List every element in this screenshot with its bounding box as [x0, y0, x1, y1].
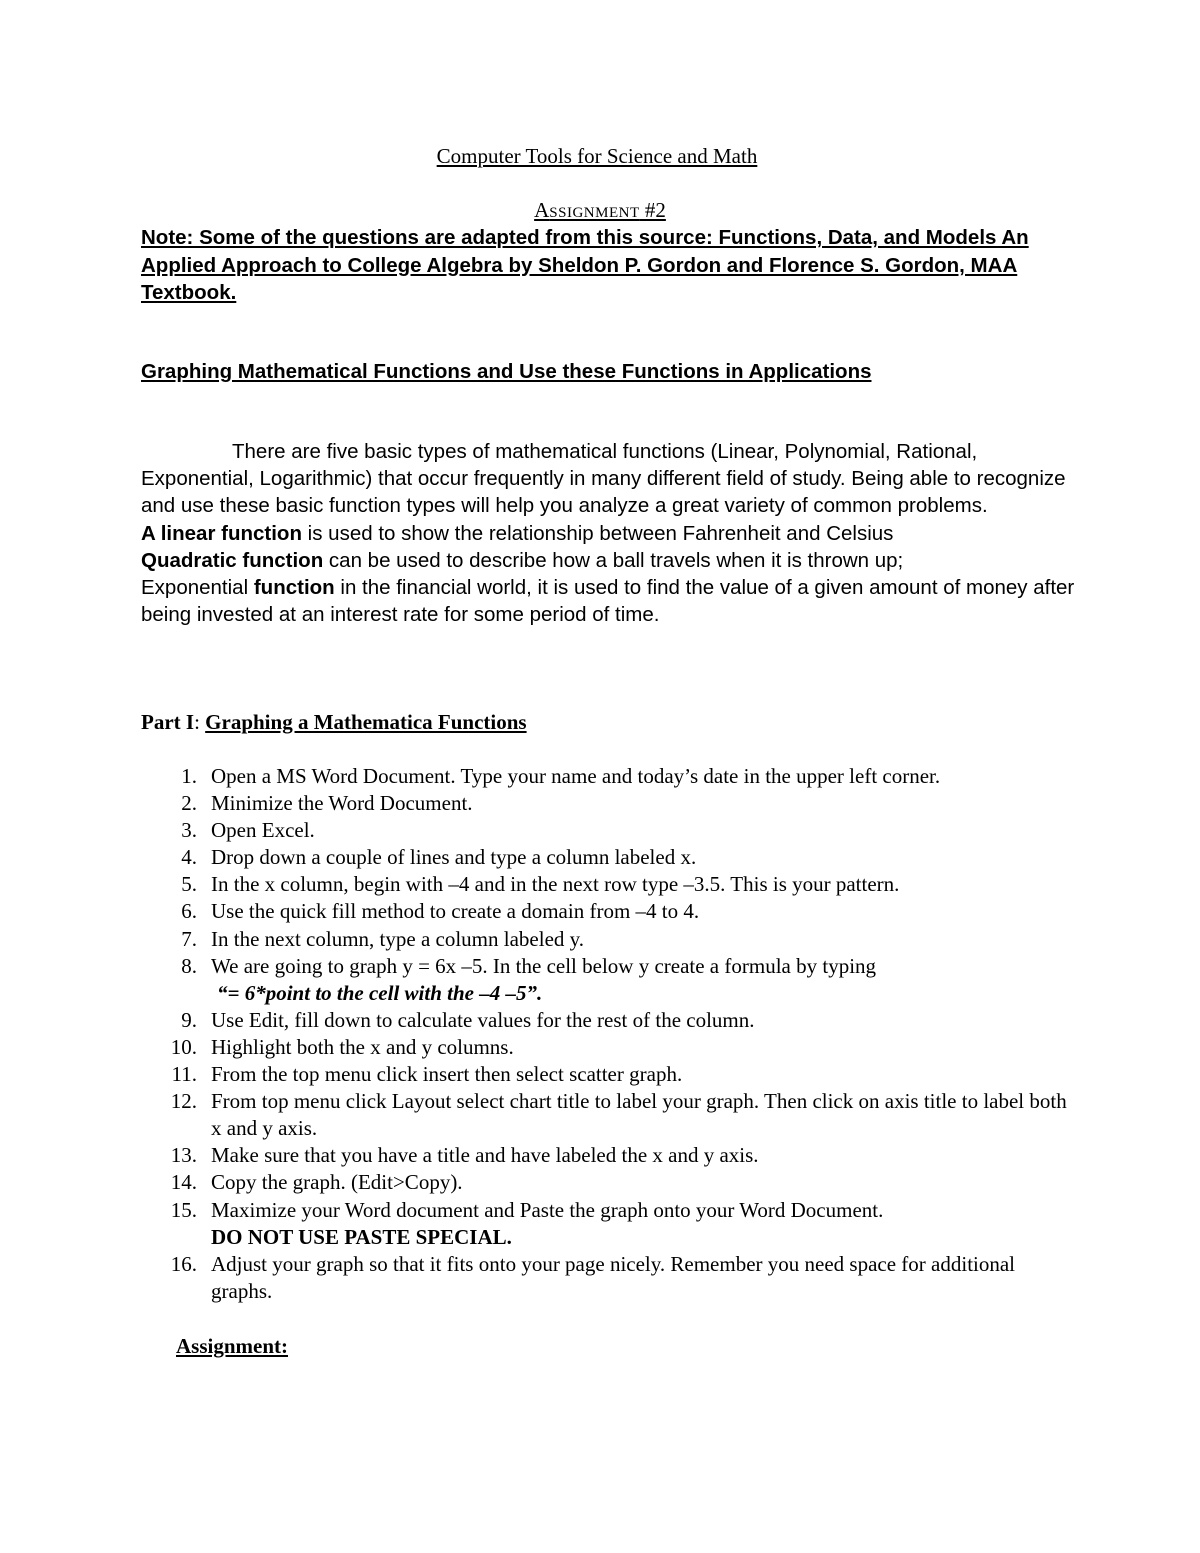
intro-paragraph: [141, 438, 1076, 520]
step-number: 15.: [170, 1197, 197, 1222]
step-text: Copy the graph. (Edit>Copy).: [211, 1170, 463, 1195]
list-item: [141, 1197, 1071, 1251]
list-item: [141, 1007, 1071, 1034]
part1-label: Part I: [141, 710, 195, 734]
assignment-number: [0, 197, 1200, 226]
exponential-function-prefix: Exponential: [141, 576, 254, 600]
step-text: In the next column, type a column labeled y.: [211, 926, 585, 951]
paste-special-warning: DO NOT USE PASTE SPECIAL.: [211, 1224, 512, 1249]
step-text: Open Excel.: [211, 818, 315, 843]
list-item: [141, 817, 1071, 844]
step-text: Highlight both the x and y columns.: [211, 1034, 514, 1059]
step-number: 12.: [170, 1089, 197, 1114]
list-item: [141, 871, 1071, 898]
exponential-function-line: [141, 574, 1076, 628]
part1-heading: [141, 709, 527, 736]
step-text: Maximize your Word document and Paste the graph onto your Word Document.: [211, 1197, 884, 1222]
list-item: [141, 926, 1071, 953]
part1-colon: :: [194, 710, 206, 734]
linear-function-line: [141, 520, 1076, 547]
step-number: 5.: [181, 872, 197, 897]
assignment-label: Assignment:: [176, 1334, 289, 1358]
step-text: Use the quick fill method to create a domain from –4 to 4.: [211, 899, 700, 924]
step-text: In the x column, begin with –4 and in the next row type –3.5. This is your pattern.: [211, 872, 900, 897]
source-note: Note: Some of the questions are adapted from this source: Functions, Data, and Models An Applied Approach to College Algebra by Sheldon P. Gordon and Florence S. Gordon, MAA Textbook.: [141, 226, 1029, 304]
step-number: 1.: [181, 764, 197, 788]
assignment-small-caps: SSIGNMENT: [549, 205, 640, 221]
quadratic-function-term: Quadratic function: [141, 548, 324, 572]
assignment-number-value: #2: [639, 198, 666, 222]
document-title: Computer Tools for Science and Math: [436, 144, 758, 168]
step-number: 13.: [170, 1143, 197, 1168]
assignment-first-letter: A: [534, 198, 550, 222]
step-number: 4.: [181, 845, 197, 870]
list-item: [141, 1251, 1071, 1305]
exponential-function-term: function: [253, 576, 335, 600]
step-text: Make sure that you have a title and have labeled the x and y axis.: [211, 1143, 759, 1168]
quadratic-function-description: can be used to describe how a ball travels when it is thrown up;: [323, 548, 904, 572]
step-number: 7.: [181, 926, 197, 951]
intro-text: [141, 438, 1076, 628]
step-number: 2.: [181, 791, 197, 816]
list-item: [141, 1088, 1071, 1142]
step-text: Use Edit, fill down to calculate values for the rest of the column.: [211, 1007, 755, 1032]
step-text: Drop down a couple of lines and type a column labeled x.: [211, 845, 697, 870]
list-item: [141, 1061, 1071, 1088]
list-item: [141, 1034, 1071, 1061]
step-text: From top menu click Layout select chart title to label your graph. Then click on axis title to label both x and y axis.: [211, 1089, 1067, 1141]
list-item: [141, 844, 1071, 871]
section-heading: Graphing Mathematical Functions and Use these Functions in Applications: [141, 360, 872, 383]
list-item: [141, 898, 1071, 925]
step-number: 3.: [181, 818, 197, 843]
step-number: 10.: [170, 1034, 197, 1059]
step-text: Minimize the Word Document.: [211, 791, 473, 816]
exponential-function-description: in the financial world, it is used to find the value of a given amount of money after being invested at an interest rate for some period of time.: [141, 576, 1075, 627]
step-text: Adjust your graph so that it fits onto your page nicely. Remember you need space for additional graphs.: [211, 1251, 1016, 1303]
step-text: From the top menu click insert then select scatter graph.: [211, 1062, 683, 1087]
list-item: [141, 790, 1071, 817]
list-item: [141, 763, 1071, 790]
step-number: 6.: [181, 899, 197, 924]
step-number: 14.: [170, 1170, 197, 1195]
list-item: [141, 953, 1071, 1007]
part1-title: Graphing a Mathematica Functions: [205, 710, 527, 734]
quadratic-function-line: [141, 547, 1076, 574]
list-item: [141, 1169, 1071, 1196]
step-number: 16.: [170, 1251, 197, 1276]
step-number: 8.: [181, 953, 197, 978]
list-item: [141, 1142, 1071, 1169]
step-text: Open a MS Word Document. Type your name and today’s date in the upper left corner.: [211, 764, 941, 788]
steps-list: [141, 763, 1071, 1305]
step-text: We are going to graph y = 6x –5. In the cell below y create a formula by typing: [211, 953, 877, 978]
intro-paragraph-text: There are five basic types of mathematical functions (Linear, Polynomial, Rational, Exponential, Logarithmic) that occur frequently in many different field of study. Being able to recognize and use these basic function types will help you analyze a great variety of common problems.: [141, 440, 1066, 518]
linear-function-term: A linear function: [141, 521, 302, 545]
step-number: 11.: [171, 1062, 197, 1087]
step8-formula: “= 6*point to the cell with the –4 –5”.: [217, 980, 543, 1005]
linear-function-description: is used to show the relationship between Fahrenheit and Celsius: [301, 521, 894, 545]
step-number: 9.: [181, 1007, 197, 1032]
